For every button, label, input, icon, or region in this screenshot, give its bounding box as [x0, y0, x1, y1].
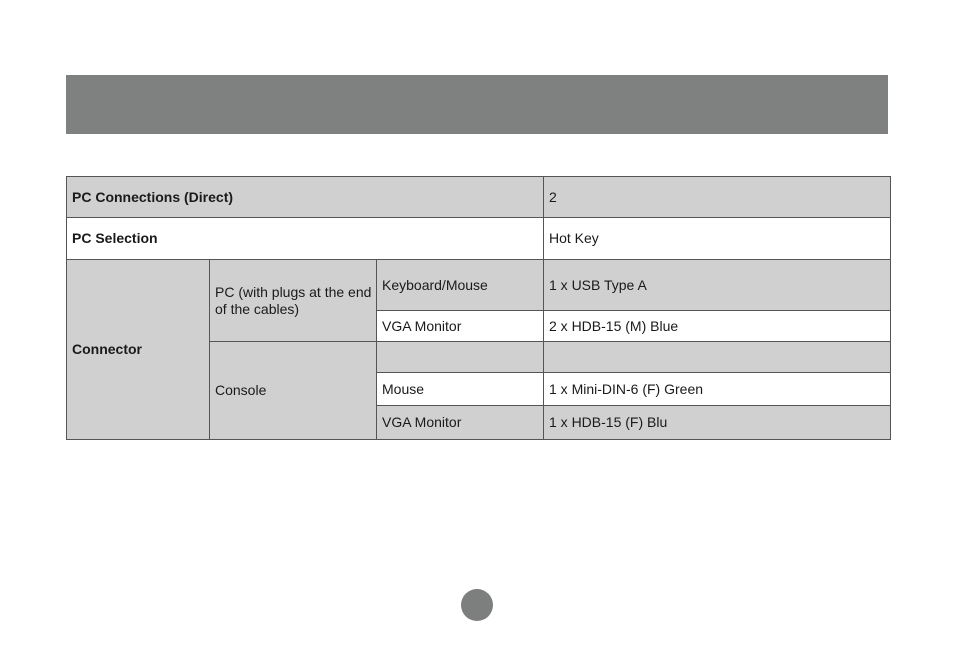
spec-name-pc-vga: VGA Monitor: [377, 311, 544, 342]
spec-value-pc-connections: 2: [544, 177, 891, 218]
spec-row-keyboard-mouse: [67, 260, 891, 311]
spec-value-console-blank: [544, 342, 891, 373]
header-bar: [66, 75, 888, 134]
spec-value-console-mouse: 1 x Mini-DIN-6 (F) Green: [544, 373, 891, 406]
spec-value-pc-vga: 2 x HDB-15 (M) Blue: [544, 311, 891, 342]
spec-label-pc-selection: PC Selection: [67, 218, 544, 260]
spec-value-console-vga: 1 x HDB-15 (F) Blu: [544, 406, 891, 440]
spec-label-pc-connections: PC Connections (Direct): [67, 177, 544, 218]
spec-label-pc-group: PC (with plugs at the end of the cables): [210, 260, 377, 342]
spec-name-console-vga: VGA Monitor: [377, 406, 544, 440]
spec-name-console-mouse: Mouse: [377, 373, 544, 406]
spec-label-connector: Connector: [67, 260, 210, 440]
spec-label-console-group: Console: [210, 342, 377, 440]
page-number-dot: [461, 589, 493, 621]
spec-value-keyboard-mouse: 1 x USB Type A: [544, 260, 891, 311]
spec-value-pc-selection: Hot Key: [544, 218, 891, 260]
spec-name-console-blank: [377, 342, 544, 373]
spec-row-pc-selection: [67, 218, 891, 260]
spec-table: [66, 176, 891, 440]
spec-name-keyboard-mouse: Keyboard/Mouse: [377, 260, 544, 311]
spec-row-pc-connections: [67, 177, 891, 218]
